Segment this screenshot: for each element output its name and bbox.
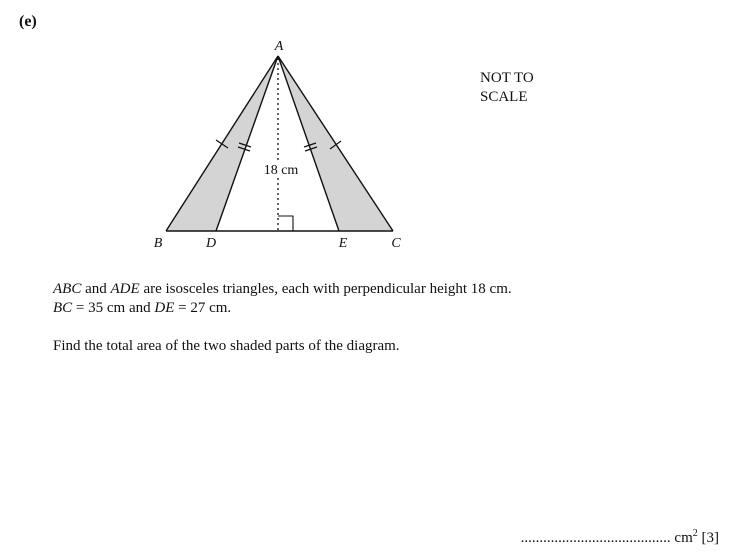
answer-line <box>521 528 719 547</box>
segment-bc-name: BC <box>53 300 73 316</box>
answer-field[interactable]: ........................................ <box>520 530 671 546</box>
segment-de-name: DE <box>154 300 175 316</box>
not-to-scale-note <box>480 69 534 107</box>
bc-value: = 35 cm and <box>72 300 155 316</box>
answer-unit-power: 2 <box>692 528 698 539</box>
question-text <box>53 280 512 318</box>
question-and: and <box>81 281 111 297</box>
vertex-label-e: E <box>338 236 348 251</box>
answer-unit: cm <box>674 530 693 546</box>
question-line-1 <box>53 280 512 299</box>
question-line-2 <box>53 299 512 318</box>
triangle-abc-name: ABC <box>53 281 82 297</box>
not-to-scale-line-2: SCALE <box>480 89 528 105</box>
vertex-label-a: A <box>274 39 284 54</box>
part-label: (e) <box>19 13 37 30</box>
de-value: = 27 cm. <box>174 300 232 316</box>
height-label: 18 cm <box>263 163 299 178</box>
task-text: Find the total area of the two shaded parts of the diagram. <box>53 338 400 354</box>
vertex-label-c: C <box>391 236 401 251</box>
right-angle-marker <box>278 216 293 231</box>
marks-label: [3] <box>701 530 719 546</box>
vertex-label-d: D <box>205 236 217 251</box>
triangle-ade-name: ADE <box>110 281 140 297</box>
vertex-label-b: B <box>153 236 163 251</box>
not-to-scale-line-1: NOT TO <box>480 70 534 86</box>
question-line-1-rest: are isosceles triangles, each with perpendicular height 18 cm. <box>139 281 512 297</box>
